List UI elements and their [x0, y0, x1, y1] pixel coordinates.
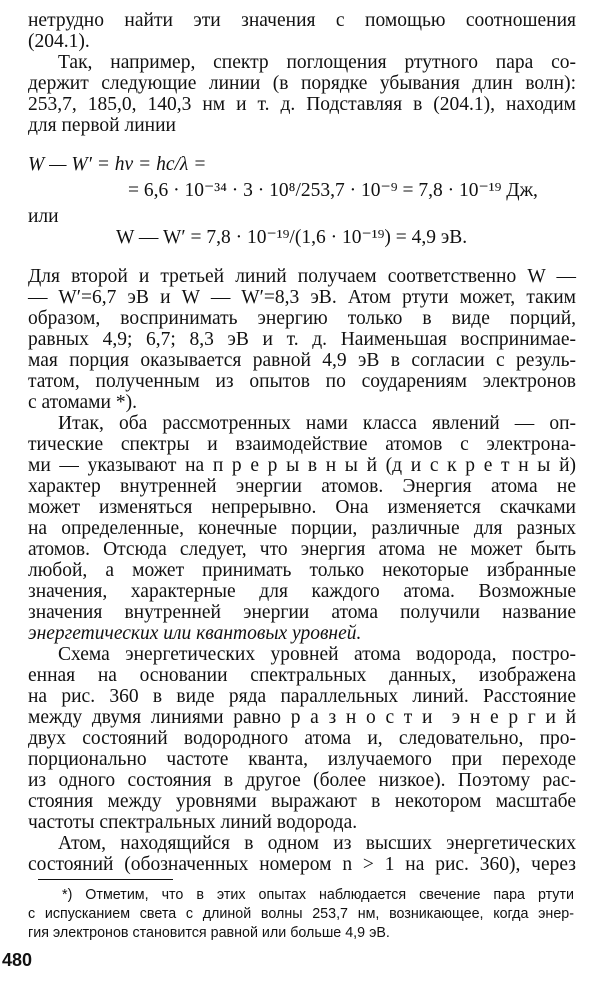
text-line: татом, полученным из опытов по соударениям электронов — [28, 371, 576, 392]
text-line: мая порция оказывается равной 4,9 эВ в согласии с резуль- — [28, 350, 576, 371]
text-line: равных 4,9; 6,7; 8,3 эВ и т. д. Наименьшая воспринимае- — [28, 329, 576, 350]
text-line: Схема энергетических уровней атома водорода, постро- — [58, 644, 576, 665]
equation-line: = 6,6 · 10⁻³⁴ · 3 · 10⁸/253,7 · 10⁻⁹ = 7,8 · 10⁻¹⁹ Дж, — [128, 180, 538, 201]
footnote-line: гия электронов становится равной или больше 4,9 эВ. — [28, 925, 390, 941]
text-line: (204.1). — [28, 31, 90, 52]
text-line: или — [28, 206, 59, 227]
text-line: на определенные, конечные порции, различные для разных — [28, 518, 576, 539]
text-line: характер внутренней энергии атомов. Энергия атома не — [28, 476, 576, 497]
page-number: 480 — [2, 950, 33, 970]
text-line: состояний (обозначенных номером n > 1 на рис. 360), через — [28, 854, 576, 875]
text-line: для первой линии — [28, 115, 176, 136]
text-line: образом, воспринимать энергию только в виде порций, — [28, 308, 576, 329]
footnote-line: с испусканием света с длиной волны 253,7 нм, возникающее, когда энер- — [28, 906, 574, 922]
text-line: нетрудно найти эти значения с помощью соотношения — [28, 10, 576, 31]
text-line: Для второй и третьей линий получаем соответственно W — — [28, 266, 576, 287]
text-line: 253,7, 185,0, 140,3 нм и т. д. Подставляя в (204.1), находим — [28, 94, 576, 115]
text-line: Итак, оба рассмотренных нами класса явлений — оп- — [58, 413, 576, 434]
text-line: на рис. 360 в виде ряда параллельных линий. Расстояние — [28, 686, 576, 707]
text-line: из одного состояния в другое (более низкое). Поэтому рас- — [28, 770, 576, 791]
text-line: ми — указывают на п р е р ы в н ы й (д и с к р е т н ы й) — [28, 455, 576, 476]
footnote-rule — [38, 879, 173, 880]
text-line: значения, характерные для каждого атома. Возможные — [28, 581, 576, 602]
text-line: с атомами *). — [28, 392, 137, 413]
text-line: энергетических или квантовых уровней. — [28, 623, 362, 644]
text-line: Атом, находящийся в одном из высших энергетических — [58, 833, 576, 854]
text-line: двух состояний водородного атома и, следовательно, про- — [28, 728, 576, 749]
text-line: частоты спектральных линий водорода. — [28, 812, 358, 833]
text-line: между двумя линиями равно р а з н о с т и э н е р г и й — [28, 707, 576, 728]
text-line: любой, а может принимать только некоторые избранные — [28, 560, 576, 581]
text-line: держит следующие линии (в порядке убывания длин волн): — [28, 73, 576, 94]
text-line: может изменяться непрерывно. Она изменяется скачками — [28, 497, 576, 518]
text-line: порционально частоте кванта, излучаемого при переходе — [28, 749, 576, 770]
text-line: стояния между уровнями выражают в некотором масштабе — [28, 791, 576, 812]
text-line: значения внутренней энергии атома получили название — [28, 602, 576, 623]
text-line: Так, например, спектр поглощения ртутного пара со- — [58, 52, 576, 73]
equation-line: W — W′ = hν = hc/λ = — [28, 154, 207, 175]
text-line: тические спектры и взаимодействие атомов с электрона- — [28, 434, 576, 455]
text-line: енная на основании спектральных данных, изображена — [28, 665, 576, 686]
text-line: атомов. Отсюда следует, что энергия атома не может быть — [28, 539, 576, 560]
equation-line: W — W′ = 7,8 · 10⁻¹⁹/(1,6 · 10⁻¹⁹) = 4,9 эВ. — [116, 227, 468, 248]
text-line: — W′=6,7 эВ и W — W′=8,3 эВ. Атом ртути может, таким — [28, 287, 576, 308]
footnote-line: *) Отметим, что в этих опытах наблюдается свечение пара ртути — [62, 887, 574, 903]
